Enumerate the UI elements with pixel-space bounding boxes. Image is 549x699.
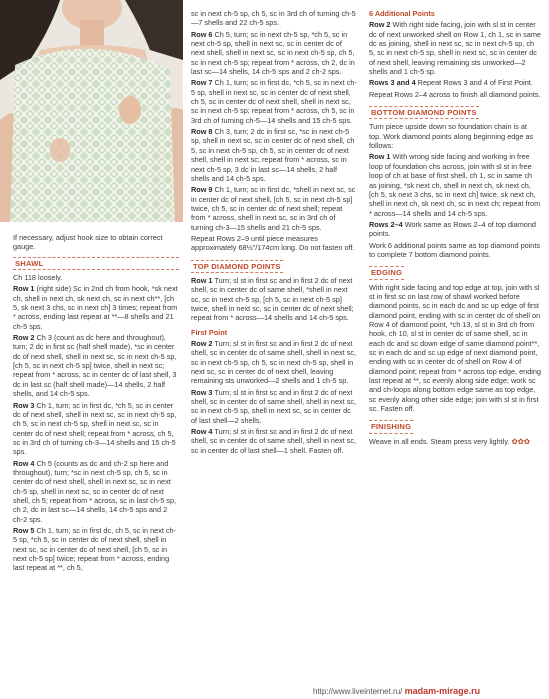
- watermark-url[interactable]: http://www.liveinternet.ru/: [313, 687, 403, 696]
- bottom-work-six: Work 6 additional points same as top diamond points to complete 7 bottom diamond points.: [369, 240, 541, 259]
- watermark: [313, 686, 480, 696]
- section-header-top-diamond-points: TOP DIAMOND POINTS: [191, 260, 283, 273]
- gauge-note: If necessary, adjust hook size to obtain correct gauge.: [13, 233, 163, 252]
- repeat-note: Repeat Rows 2–9 until piece measures approximately 68½"/174cm long. Do not fasten off.: [191, 233, 355, 253]
- shawl-row-4: Row 4 Ch 5 (counts as dc and ch-2 sp here and throughout), turn; *sc in next ch-5 sp, ch 5, sc in center dc of next shell, shell in next sc, sc in next ch-5 sp, shell in next sc, sc in center dc of next shell, ch 5; repeat from * across, sc in last ch-5 sp, ch 2, dc in last sc—14 shells, 14 ch-5 sps and 2 ch-2 sps.: [13, 458, 177, 524]
- finishing-text: Weave in all ends. Steam press very lightly. ✿✿✿: [369, 436, 530, 446]
- section-header-edging: EDGING: [369, 266, 404, 279]
- shawl-model-image: [0, 0, 183, 222]
- first-point-row-2: Row 2 Turn; sl st in first sc and in first 2 dc of next shell, sc in center dc of same shell, shell in next sc, sc in next ch-5 sp, ch 5, sc in next ch-5 sp, shell in next sc, sc in center dc of next shell, leaving remaining sts unworked—2 shells and 1 ch-5 sp.: [191, 339, 357, 386]
- first-point-row-4: Row 4 Turn; sl st in first sc and in first 2 dc of next shell, sc in center dc of same shell, shell in next sc, sc in center dc of last shell—1 shell. Fasten off.: [191, 427, 357, 455]
- bottom-rows-2-4: Rows 2–4 Work same as Rows 2–4 of top diamond points.: [369, 219, 536, 239]
- first-point-row-3: Row 3 Turn; sl st in first sc and in first 2 dc of next shell, sc in center dc of same shell, shell in next sc, sc in next ch-5 sp, shell in next sc, sc in center dc of last shell—2 shells.: [191, 387, 357, 425]
- additional-rows-3-4: Rows 3 and 4 Repeat Rows 3 and 4 of First Point.: [369, 78, 533, 88]
- column-2: [191, 9, 357, 457]
- shawl-row-8: Row 8 Ch 3, turn; 2 dc in first sc, *sc in next ch-5 sp, shell in next sc, sc in center dc of next shell, ch 5, sc in next ch-5 sp, ch 5, sc in center dc of next shell, shell in next sc; repeat from * across, sc in next ch-5 sp, 3 dc in last sc—14 shells, 2 half shells and 14 ch-5 sps.: [191, 127, 355, 183]
- shawl-photo: [0, 0, 183, 222]
- column-1: [13, 233, 179, 575]
- row-5-continued: sc in next ch-5 sp, ch 5, sc in 3rd ch of turning ch-5—7 shells and 22 ch-5 sps.: [191, 9, 356, 28]
- shawl-row-1: Row 1 (right side) Sc in 2nd ch from hook, *sk next ch, shell in next ch, sk next ch, sc in next ch**, [ch 5, sk next 3 chs, sc in next ch] 3 times; repeat from * across, ending last repeat at **—8 shells and 21 ch-5 sps.: [13, 284, 178, 331]
- end-ornament-icon: ✿✿✿: [511, 436, 530, 446]
- section-header-shawl: SHAWL: [13, 257, 179, 270]
- bottom-intro: Turn piece upside down so foundation chain is at top. Work diamond points along beginning edge as follows:: [369, 122, 534, 151]
- shawl-row-3: Row 3 Ch 1, turn; sc in first dc, *ch 5, sc in center dc of next shell, shell in next sc, sc in next ch-5 sp, ch 5, sc in next ch-5 sp, shell in next sc, sc in center dc of next shell; repeat from * across, ch 5, sc in 3rd ch of turning ch-3—14 shells and 15 ch-5 sps.: [13, 400, 177, 457]
- additional-row-2: Row 2 With right side facing, join with sl st in center dc of next unworked shell on Row 1, ch 1, sc in same dc as joining, shell in next sc, sc in next ch-5 sp, ch 5, sc in next ch-5 sp, shell in next sc, sc in center dc of next shell, leaving remaining sts unworked—2 shells and 1 ch-5 sp.: [369, 20, 541, 77]
- shawl-row-6: Row 6 Ch 5, turn; sc in next ch-5 sp, *ch 5, sc in next ch-5 sp, shell in next sc, sc in center dc of next shell, shell in next sc, sc in next ch-5 sp, ch 5, sc in next ch-5 sp; repeat from * across, ch 2, dc in last sc—14 shells, 14 ch-5 sps and 2 ch-2 sps.: [191, 29, 355, 77]
- shawl-row-2: Row 2 Ch 3 (count as dc here and throughout), turn; 2 dc in first sc (half shell made), *sc in center dc of next shell, shell in next sc, sc in next ch-5 sp, [ch 5, sc in next ch-5 sp] twice, shell in next sc; repeat from * across, sc in center dc of last shell, 3 dc in last sc (half shell made)—14 shells, 2 half shells, and 14 ch-5 sps.: [13, 333, 177, 399]
- watermark-brand[interactable]: madam-mirage.ru: [404, 686, 481, 696]
- section-header-finishing: FINISHING: [369, 420, 413, 433]
- bottom-row-1: Row 1 With wrong side facing and working in free loop of foundation chs across, join with sl st in free loop of ch at base of first shell, ch 1, sc in same ch as joining, *sk next ch, shell in next ch, sk next ch, [ch 5, sk next 3 chs, sc in next ch] twice, sk next ch, shell in next ch, sk next ch, sc in next ch; repeat from * across—14 shells and 14 ch-5 sps.: [369, 152, 541, 218]
- shawl-row-7: Row 7 Ch 1, turn; sc in first dc, *ch 5, sc in next ch-5 sp, shell in next sc, sc in center dc of next shell, ch 5, sc in center dc of next shell, shell in next sc, sc in next ch-5 sp; repeat from * across, ch 5, sc in 3rd ch of turning ch-5—14 shells and 15 ch-5 sps.: [191, 78, 357, 125]
- column-3: [369, 9, 541, 448]
- subheader-additional-points: 6 Additional Points: [369, 9, 435, 18]
- section-header-bottom-diamond-points: BOTTOM DIAMOND POINTS: [369, 106, 479, 119]
- subheader-first-point: First Point: [191, 327, 228, 337]
- shawl-row-9: Row 9 Ch 1, turn; sc in first dc, *shell in next sc, sc in center dc of next shell, [ch 5, sc in next ch-5 sp] twice, ch 5, sc in center dc of next shell; repeat from * across, shell in next sc, sc in 3rd ch of turning ch-3—15 shells and 21 ch-5 sps.: [191, 185, 356, 232]
- edging-text: With right side facing and top edge at top, join with sl st in first sc on last row of shawl worked before diamond points, sc in each dc and sc up edge of first diamond point, ending with sc in center dc of shell on Row 4 of diamond point, *ch 13, sl st in 3rd ch from hook, ch 10, sl st in center dc of same shell, sc in each dc and sc down edge of same diamond point**, sc in each dc and sc up edge of next diamond point, ending with sc in center dc of shell on Row 4 of diamond point; repeat from * across top edge, ending last repeat at **, sc evenly along side edge; work sc and ch-loops along bottom edge same as top edge, sc evenly along other side edge; join with sl st in first sc. Fasten off.: [369, 282, 541, 414]
- ch-instruction: Ch 118 loosely.: [13, 273, 63, 283]
- shawl-row-5: Row 5 Ch 1, turn; sc in first dc, ch 5, sc in next ch-5 sp, *ch 5, sc in center dc of next shell, shell in next sc, sc in center dc of next shell, [ch 5, sc in next ch-5 sp] twice; repeat from * across, ending last repeat at **, ch 5,: [13, 525, 177, 573]
- top-row-1: Row 1 Turn; sl st in first sc and in first 2 dc of next shell, sc in center dc of same shell, *shell in next sc, sc in next ch-5 sp, [ch 5, sc in next ch-5 sp] twice, shell in next sc, sc in center dc of next shell; repeat from * across—14 shells and 14 ch-5 sps.: [191, 275, 354, 323]
- additional-repeat: Repeat Rows 2–4 across to finish all diamond points.: [369, 89, 541, 99]
